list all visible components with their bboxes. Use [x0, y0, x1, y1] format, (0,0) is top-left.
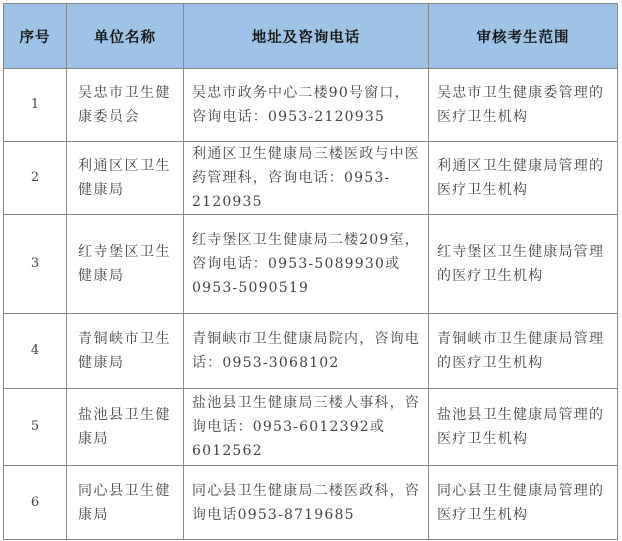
- table-row: [4, 314, 618, 389]
- table-row: [4, 389, 618, 466]
- table-row: [4, 142, 618, 215]
- table-row: [4, 215, 618, 314]
- review-scope: 盐池县卫生健康局管理的医疗卫生机构: [429, 389, 618, 466]
- address-phone: 红寺堡区卫生健康局二楼209室，咨询电话：0953-5089930或0953-5090519: [184, 215, 429, 314]
- row-index: 2: [4, 142, 67, 215]
- table-row: [4, 466, 618, 540]
- row-index: 4: [4, 314, 67, 389]
- unit-name: 同心县卫生健康局: [67, 466, 184, 540]
- table-row: [4, 69, 618, 142]
- review-scope: 青铜峡市卫生健康局管理的医疗卫生机构: [429, 314, 618, 389]
- address-phone: 吴忠市政务中心二楼90号窗口，咨询电话：0953-2120935: [184, 69, 429, 142]
- header-address-phone: 地址及咨询电话: [184, 4, 429, 69]
- unit-name: 吴忠市卫生健康委员会: [67, 69, 184, 142]
- review-scope: 利通区卫生健康局管理的医疗卫生机构: [429, 142, 618, 215]
- review-scope: 红寺堡区卫生健康局管理的医疗卫生机构: [429, 215, 618, 314]
- address-phone: 利通区卫生健康局三楼医政与中医药管理科，咨询电话：0953-2120935: [184, 142, 429, 215]
- row-index: 6: [4, 466, 67, 540]
- table-header-row: [4, 4, 618, 69]
- unit-name: 盐池县卫生健康局: [67, 389, 184, 466]
- row-index: 1: [4, 69, 67, 142]
- header-unit-name: 单位名称: [67, 4, 184, 69]
- review-scope: 同心县卫生健康局管理的医疗卫生机构: [429, 466, 618, 540]
- contact-table: [3, 3, 618, 540]
- review-scope: 吴忠市卫生健康委管理的医疗卫生机构: [429, 69, 618, 142]
- unit-name: 青铜峡市卫生健康局: [67, 314, 184, 389]
- unit-name: 红寺堡区卫生健康局: [67, 215, 184, 314]
- row-index: 3: [4, 215, 67, 314]
- header-scope: 审核考生范围: [429, 4, 618, 69]
- unit-name: 利通区区卫生健康局: [67, 142, 184, 215]
- row-index: 5: [4, 389, 67, 466]
- address-phone: 青铜峡市卫生健康局院内，咨询电话：0953-3068102: [184, 314, 429, 389]
- address-phone: 同心县卫生健康局二楼医政科，咨询电话0953-8719685: [184, 466, 429, 540]
- address-phone: 盐池县卫生健康局三楼人事科，咨询电话：0953-6012392或6012562: [184, 389, 429, 466]
- header-index: 序号: [4, 4, 67, 69]
